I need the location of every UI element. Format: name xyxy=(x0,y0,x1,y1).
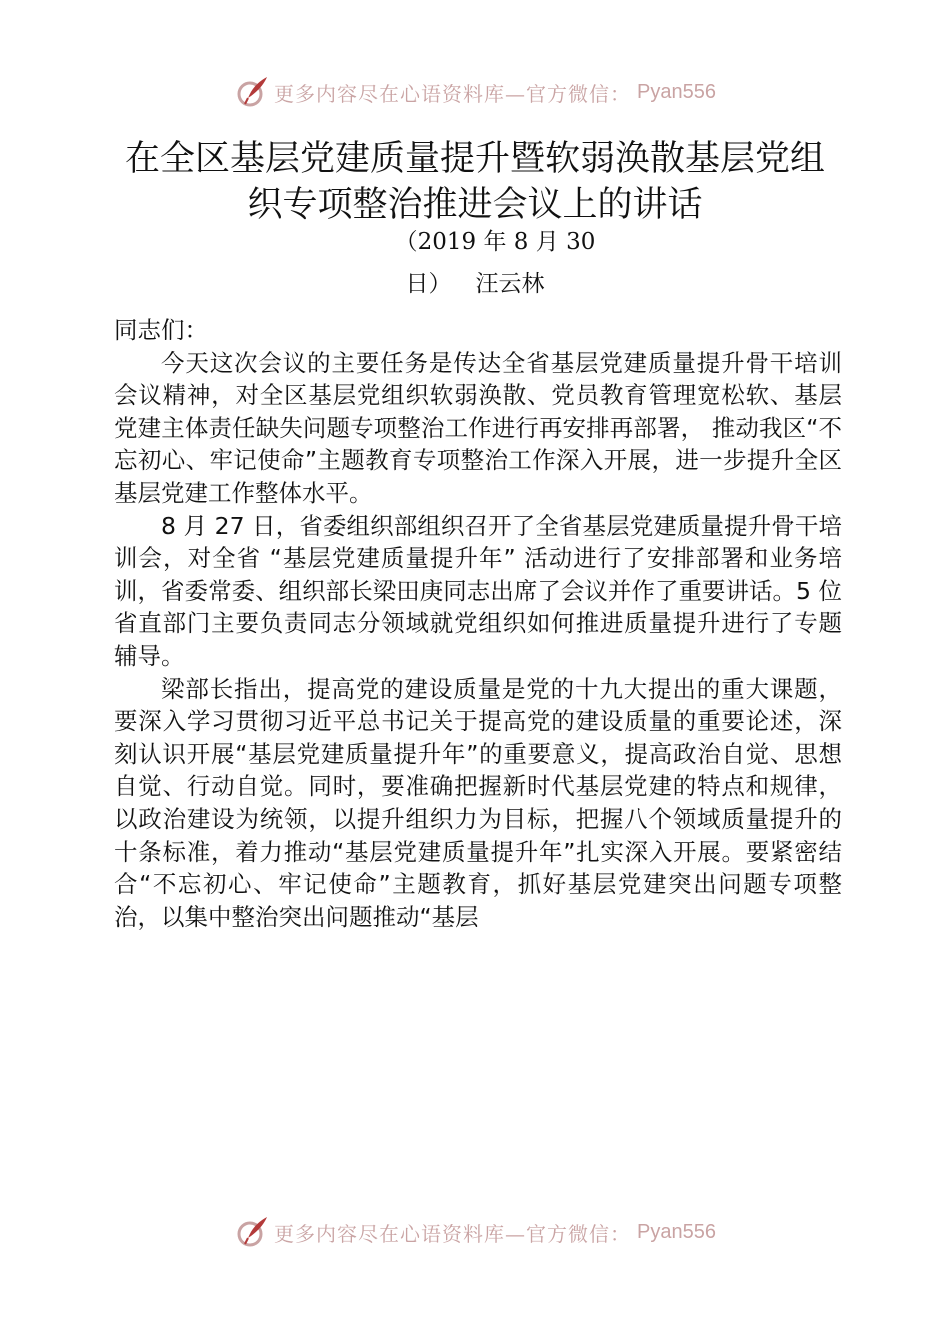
salutation: 同志们： xyxy=(114,316,208,344)
feather-logo-icon xyxy=(234,74,270,110)
feather-logo-icon xyxy=(234,1214,270,1250)
paragraph-2: 8 月 27 日，省委组织部组织召开了全省基层党建质量提升骨干培训会，对全省 “基层党建质量提升年” 活动进行了安排部署和业务培训，省委常委、组织部长梁田庚同志出席了会议并作了重要讲话。5 位省直部门主要负责同志分领域就党组织如何推进质量提升进行了专题辅导。 xyxy=(114,511,842,670)
watermark-wechat-id: Pyan556 xyxy=(637,1220,716,1243)
author-line xyxy=(0,268,950,300)
document-title xyxy=(100,136,850,228)
date-line xyxy=(0,226,950,258)
watermark-header xyxy=(0,70,950,114)
title-line-2: 织专项整治推进会议上的讲话 xyxy=(247,185,703,225)
document-body xyxy=(114,314,842,933)
date-text: （2019 年 8 月 30 xyxy=(394,229,596,255)
watermark-wechat-id: Pyan556 xyxy=(637,80,716,103)
title-line-1: 在全区基层党建质量提升暨软弱涣散基层党组 xyxy=(124,139,825,179)
watermark-text: 更多内容尽在心语资料库—官方微信： xyxy=(274,81,632,106)
paragraph-3: 梁部长指出，提高党的建设质量是党的十九大提出的重大课题，要深入学习贯彻习近平总书记关于提高党的建设质量的重要论述，深刻认识开展“基层党建质量提升年”的重要意义，提高政治自觉、思想自觉、行动自觉。同时，要准确把握新时代基层党建的特点和规律，以政治建设为统领，以提升组织力为目标，把握八个领域质量提升的十条标准，着力推动“基层党建质量提升年”扎实深入开展。要紧密结合“不忘初心、牢记使命”主题教育，抓好基层党建突出问题专项整治，以集中整治突出问题推动“基层 xyxy=(114,674,842,931)
watermark-footer xyxy=(0,1210,950,1254)
watermark-text: 更多内容尽在心语资料库—官方微信： xyxy=(274,1221,632,1246)
date-text-end: 日） xyxy=(405,271,452,297)
author-name: 汪云林 xyxy=(475,271,545,297)
paragraph-1: 今天这次会议的主要任务是传达全省基层党建质量提升骨干培训会议精神，对全区基层党组织软弱涣散、党员教育管理宽松软、基层党建主体责任缺失问题专项整治工作进行再安排再部署， 推动我区“不忘初心、牢记使命”主题教育专项整治工作深入开展，进一步提升全区基层党建工作整体水平。 xyxy=(114,348,842,507)
